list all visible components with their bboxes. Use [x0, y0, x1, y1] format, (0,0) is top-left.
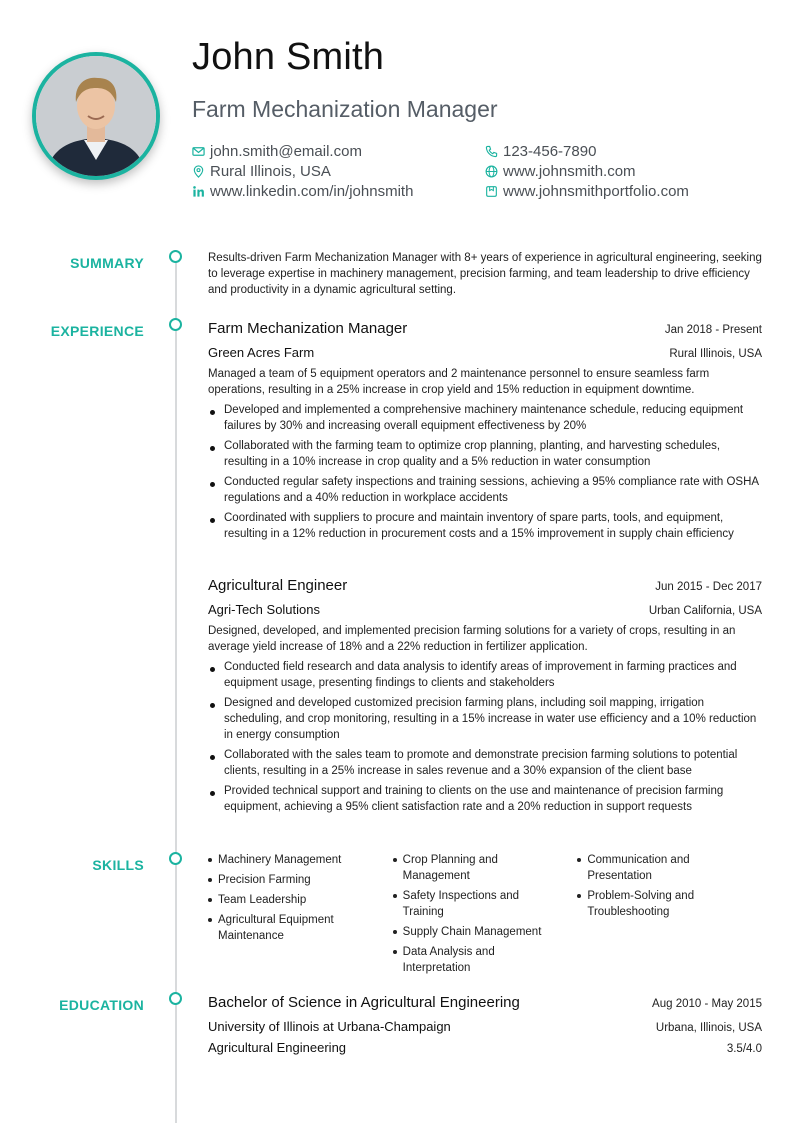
job-location: Rural Illinois, USA: [669, 348, 762, 360]
contact-website[interactable]: [485, 163, 636, 180]
list-item: Developed and implemented a comprehensive machinery maintenance schedule, reducing equipment failures by 30% and increasing overall equipment effectiveness by 20%: [208, 402, 762, 434]
location-pin-icon: [192, 165, 205, 178]
skill-item: Precision Farming: [208, 872, 378, 888]
job-title: Farm Mechanization Manager: [208, 320, 408, 337]
education-entry: [208, 994, 762, 1055]
profile-photo: [32, 52, 160, 180]
contact-linkedin[interactable]: [192, 183, 413, 200]
summary-text: Results-driven Farm Mechanization Manager with 8+ years of experience in agricultural engineering, seeking to leverage expertise in machinery management, precision farming, and team leadership to drive efficiency and productivity in a dynamic agricultural setting.: [208, 252, 762, 296]
website-text: www.johnsmith.com: [503, 163, 636, 180]
school-location: Urbana, Illinois, USA: [655, 1022, 762, 1034]
timeline-dot-education: [169, 992, 182, 1005]
skill-item: Safety Inspections and Training: [393, 888, 563, 920]
job-entry: [208, 577, 762, 819]
timeline-dot-summary: [169, 250, 182, 263]
list-item: Collaborated with the farming team to optimize crop planning, planting, and harvesting schedules, resulting in a 10% increase in crop quality and a 5% reduction in water consumption: [208, 438, 762, 470]
skills-column: [393, 852, 578, 980]
location-text: Rural Illinois, USA: [210, 163, 331, 180]
job-company: Green Acres Farm: [208, 345, 315, 360]
skills-column: [577, 852, 762, 980]
job-location: Urban California, USA: [648, 605, 762, 617]
portfolio-text: www.johnsmithportfolio.com: [503, 183, 689, 200]
skills-column: [208, 852, 393, 980]
timeline-dot-skills: [169, 852, 182, 865]
phone-text: 123-456-7890: [503, 143, 597, 160]
contact-email[interactable]: [192, 143, 362, 160]
candidate-title: Farm Mechanization Manager: [192, 96, 498, 122]
skill-item: Agricultural Equipment Maintenance: [208, 912, 378, 944]
linkedin-text: www.linkedin.com/in/johnsmith: [210, 183, 414, 200]
skill-item: Data Analysis and Interpretation: [393, 944, 563, 976]
globe-icon: [485, 165, 498, 178]
skill-item: Machinery Management: [208, 852, 378, 868]
job-entry: [208, 320, 762, 546]
education-dates: Aug 2010 - May 2015: [652, 998, 762, 1010]
skill-item: Team Leadership: [208, 892, 378, 908]
linkedin-icon: [192, 185, 205, 198]
summary-heading: SUMMARY: [70, 255, 144, 271]
phone-icon: [485, 145, 498, 158]
contact-location: [192, 163, 331, 180]
list-item: Designed and developed customized precision farming plans, including soil mapping, irrigation scheduling, and crop monitoring, resulting in a 15% increase in water use efficiency and a 10% reduction in energy consumption: [208, 695, 762, 743]
skill-item: Crop Planning and Management: [393, 852, 563, 884]
skill-item: Problem-Solving and Troubleshooting: [577, 888, 747, 920]
school: University of Illinois at Urbana-Champaign: [208, 1019, 451, 1034]
job-company: Agri-Tech Solutions: [208, 602, 320, 617]
avatar-illustration: [36, 56, 156, 176]
list-item: Coordinated with suppliers to procure and maintain inventory of spare parts, tools, and equipment, resulting in a 12% reduction in procurement costs and a 15% improvement in supply chain efficiency: [208, 510, 762, 542]
timeline-dot-experience: [169, 318, 182, 331]
skill-item: Communication and Presentation: [577, 852, 747, 884]
experience-heading: EXPERIENCE: [50, 323, 144, 339]
job-description: Managed a team of 5 equipment operators and 2 maintenance personnel to ensure seamless farm operations, resulting in a 25% increase in crop yield and 15% reduction in equipment downtime.: [208, 368, 710, 396]
list-item: Conducted field research and data analysis to identify areas of improvement in farming practices and equipment usage, presenting findings to clients and stakeholders: [208, 659, 762, 691]
contact-portfolio[interactable]: [485, 183, 689, 200]
job-dates: Jun 2015 - Dec 2017: [655, 581, 762, 593]
contact-phone[interactable]: [485, 143, 596, 160]
major: Agricultural Engineering: [208, 1040, 347, 1055]
education-heading: EDUCATION: [59, 997, 144, 1013]
list-item: Provided technical support and training to clients on the use and maintenance of precision farming equipment, achieving a 95% client satisfaction rate and a 20% reduction in support requests: [208, 783, 762, 815]
gpa: 3.5/4.0: [726, 1043, 762, 1055]
candidate-name: John Smith: [192, 36, 385, 78]
skills-list: [208, 852, 762, 980]
job-bullets: [208, 659, 762, 815]
portfolio-icon: [485, 185, 498, 198]
job-description: Designed, developed, and implemented precision farming solutions for a variety of crops, resulting in an average yield increase of 18% and a 22% reduction in fertilizer application.: [208, 625, 736, 653]
skill-item: Supply Chain Management: [393, 924, 563, 940]
skills-heading: SKILLS: [92, 857, 144, 873]
list-item: Conducted regular safety inspections and training sessions, achieving a 95% compliance rate with OSHA regulations and a 40% reduction in workplace accidents: [208, 474, 762, 506]
list-item: Collaborated with the sales team to promote and demonstrate precision farming solutions to potential clients, resulting in a 25% increase in sales revenue and a 30% expansion of the client base: [208, 747, 762, 779]
email-text: john.smith@email.com: [210, 143, 362, 160]
job-dates: Jan 2018 - Present: [664, 324, 762, 336]
job-title: Agricultural Engineer: [208, 577, 348, 594]
job-bullets: [208, 402, 762, 542]
degree: Bachelor of Science in Agricultural Engineering: [208, 994, 520, 1011]
mail-icon: [192, 145, 205, 158]
